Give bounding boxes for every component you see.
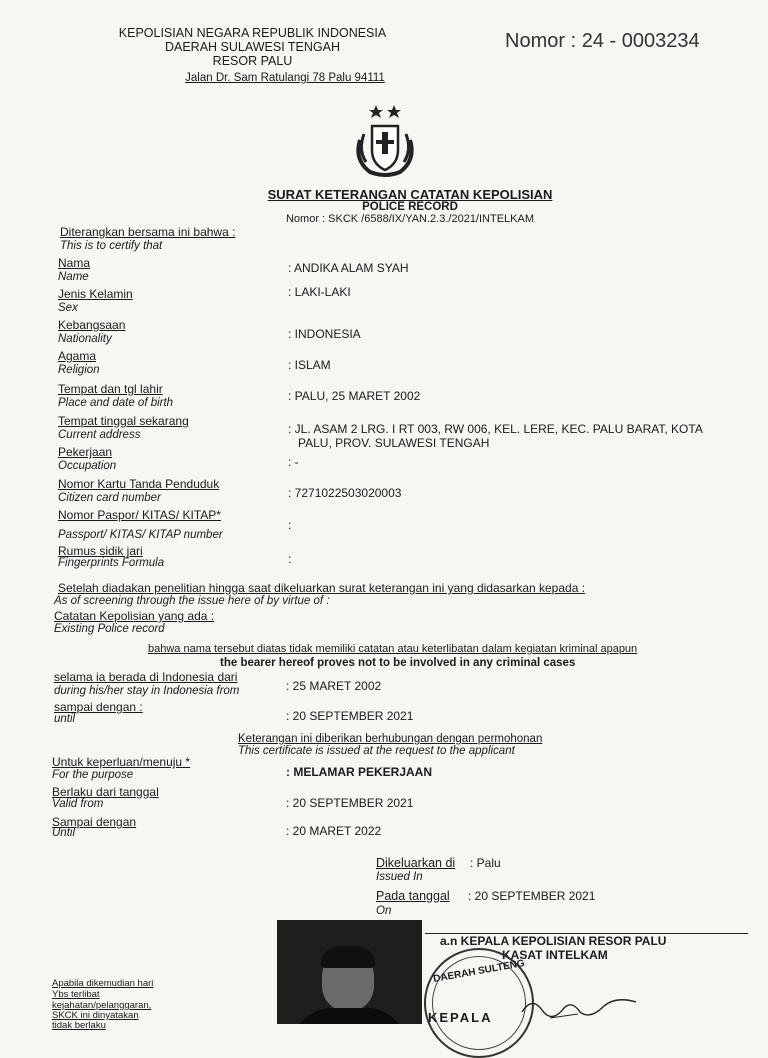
valid-from-label: Berlaku dari tanggal <box>52 785 159 799</box>
field-religion-value: : ISLAM <box>288 358 331 372</box>
issued-in-label: Dikeluarkan di <box>376 856 456 870</box>
issued-in-label-en: Issued In <box>376 871 423 883</box>
document-number-value: 24 - 0003234 <box>581 30 700 52</box>
police-emblem-icon <box>340 100 430 180</box>
footnote-line-2: Ybs terlibat <box>52 989 100 1000</box>
field-passport-value: : <box>288 518 292 532</box>
field-address-value: : JL. ASAM 2 LRG. I RT 003, RW 006, KEL. LERE, KEC. PALU BARAT, KOTA <box>288 422 703 436</box>
field-fingerprint-label: Rumus sidik jari <box>58 544 143 558</box>
field-name-label: Nama <box>58 256 91 270</box>
intro-label-en: This is to certify that <box>60 240 163 252</box>
stamp-text: DAERAH SULTENG <box>432 958 526 985</box>
purpose-label: Untuk keperluan/menuju * <box>52 755 191 769</box>
document-subtitle: POLICE RECORD <box>362 201 458 213</box>
stay-from-label: selama ia berada di Indonesia dari <box>54 670 238 684</box>
field-birth-value: : PALU, 25 MARET 2002 <box>288 389 421 403</box>
issued-on-label: Pada tanggal <box>376 889 450 903</box>
field-fingerprint-label-en: Fingerprints Formula <box>58 557 165 569</box>
stay-until-label: sampai dengan : <box>54 700 143 714</box>
stay-from-value: : 25 MARET 2002 <box>286 679 382 693</box>
purpose-label-en: For the purpose <box>52 769 134 781</box>
header-line-3: RESOR PALU <box>212 54 293 68</box>
statement-text-en: the bearer hereof proves not to be involved in any criminal cases <box>220 657 576 669</box>
field-nationality-label-en: Nationality <box>58 333 112 345</box>
footnote-line-3: kejahatan/pelanggaran, <box>52 1000 152 1011</box>
purpose-value: : MELAMAR PEKERJAAN <box>286 765 433 779</box>
document-number <box>505 30 700 53</box>
field-birth-label-en: Place and date of birth <box>58 397 174 409</box>
field-address-label-en: Current address <box>58 429 141 441</box>
applicant-photo-shoulders <box>292 1008 407 1024</box>
issued-on-value: : 20 SEPTEMBER 2021 <box>468 889 596 903</box>
applicant-photo <box>277 920 422 1024</box>
screening-label-en: As of screening through the issue here of by virtue of : <box>54 595 330 607</box>
signature-title-line-1: a.n KEPALA KEPOLISIAN RESOR PALU <box>440 934 667 948</box>
request-text: Keterangan ini diberikan berhubungan dengan permohonan <box>238 733 543 745</box>
field-address-value-line2: PALU, PROV. SULAWESI TENGAH <box>298 436 490 450</box>
signature-icon <box>520 990 640 1024</box>
valid-until-label-en: Until <box>52 827 76 839</box>
field-occupation-label: Pekerjaan <box>58 445 113 459</box>
field-id-card-value: : 7271022503020003 <box>288 486 402 500</box>
field-religion-label-en: Religion <box>58 364 100 376</box>
statement-text: bahwa nama tersebut diatas tidak memiliki catatan atau keterlibatan dalam kegiatan kriminal apapun <box>148 643 638 655</box>
stay-until-label-en: until <box>54 713 76 725</box>
field-id-card-label: Nomor Kartu Tanda Penduduk <box>58 477 220 491</box>
stay-until-value: : 20 SEPTEMBER 2021 <box>286 709 414 723</box>
stay-from-label-en: during his/her stay in Indonesia from <box>54 685 240 697</box>
stamp-bottom-text: KEPALA <box>428 1010 493 1025</box>
request-text-en: This certificate is issued at the request to the applicant <box>238 745 515 757</box>
document-title: SURAT KETERANGAN CATATAN KEPOLISIAN <box>267 187 553 202</box>
applicant-photo-hair <box>321 946 375 968</box>
field-occupation-value: : - <box>288 455 299 469</box>
field-address-label: Tempat tinggal sekarang <box>58 414 189 428</box>
field-nationality-value: : INDONESIA <box>288 327 361 341</box>
field-sex-label: Jenis Kelamin <box>58 287 133 301</box>
valid-from-value: : 20 SEPTEMBER 2021 <box>286 796 414 810</box>
official-stamp-icon <box>424 948 534 1058</box>
issued-on-label-en: On <box>376 905 392 917</box>
field-passport-label: Nomor Paspor/ KITAS/ KITAP* <box>58 508 221 522</box>
field-sex-value: : LAKI-LAKI <box>288 285 351 299</box>
screening-label: Setelah diadakan penelitian hingga saat dikeluarkan surat keterangan ini yang didasarkan kepada : <box>58 581 586 595</box>
valid-until-value: : 20 MARET 2022 <box>286 824 382 838</box>
valid-from-label-en: Valid from <box>52 798 104 810</box>
valid-until-label: Sampai dengan <box>52 815 137 829</box>
document-reference-number: Nomor : SKCK /6588/IX/YAN.2.3./2021/INTELKAM <box>285 213 534 225</box>
field-birth-label: Tempat dan tgl lahir <box>58 382 163 396</box>
field-sex-label-en: Sex <box>58 302 78 314</box>
footnote-line-5: tidak berlaku <box>52 1020 106 1031</box>
police-record-label-en: Existing Police record <box>54 623 165 635</box>
issued-in-value: : Palu <box>470 856 501 870</box>
field-id-card-label-en: Citizen card number <box>58 492 161 504</box>
document-number-label: Nomor : <box>505 30 577 52</box>
field-occupation-label-en: Occupation <box>58 460 117 472</box>
intro-label: Diterangkan bersama ini bahwa : <box>60 225 236 239</box>
field-name-label-en: Name <box>58 271 89 283</box>
footnote-line-4: SKCK ini dinyatakan <box>52 1010 139 1021</box>
field-passport-label-en: Passport/ KITAS/ KITAP number <box>58 529 223 541</box>
footnote-line-1: Apabila dikemudian hari <box>52 978 154 989</box>
signature-title-line-2: KASAT INTELKAM <box>502 948 608 962</box>
field-nationality-label: Kebangsaan <box>58 318 126 332</box>
field-religion-label: Agama <box>58 349 97 363</box>
header-address: Jalan Dr. Sam Ratulangi 78 Palu 94111 <box>185 72 385 84</box>
police-record-label: Catatan Kepolisian yang ada : <box>54 609 215 623</box>
header-line-1: KEPOLISIAN NEGARA REPUBLIK INDONESIA <box>118 26 387 40</box>
field-name-value: : ANDIKA ALAM SYAH <box>288 261 409 275</box>
header-line-2: DAERAH SULAWESI TENGAH <box>164 40 341 54</box>
field-fingerprint-value: : <box>288 552 292 566</box>
